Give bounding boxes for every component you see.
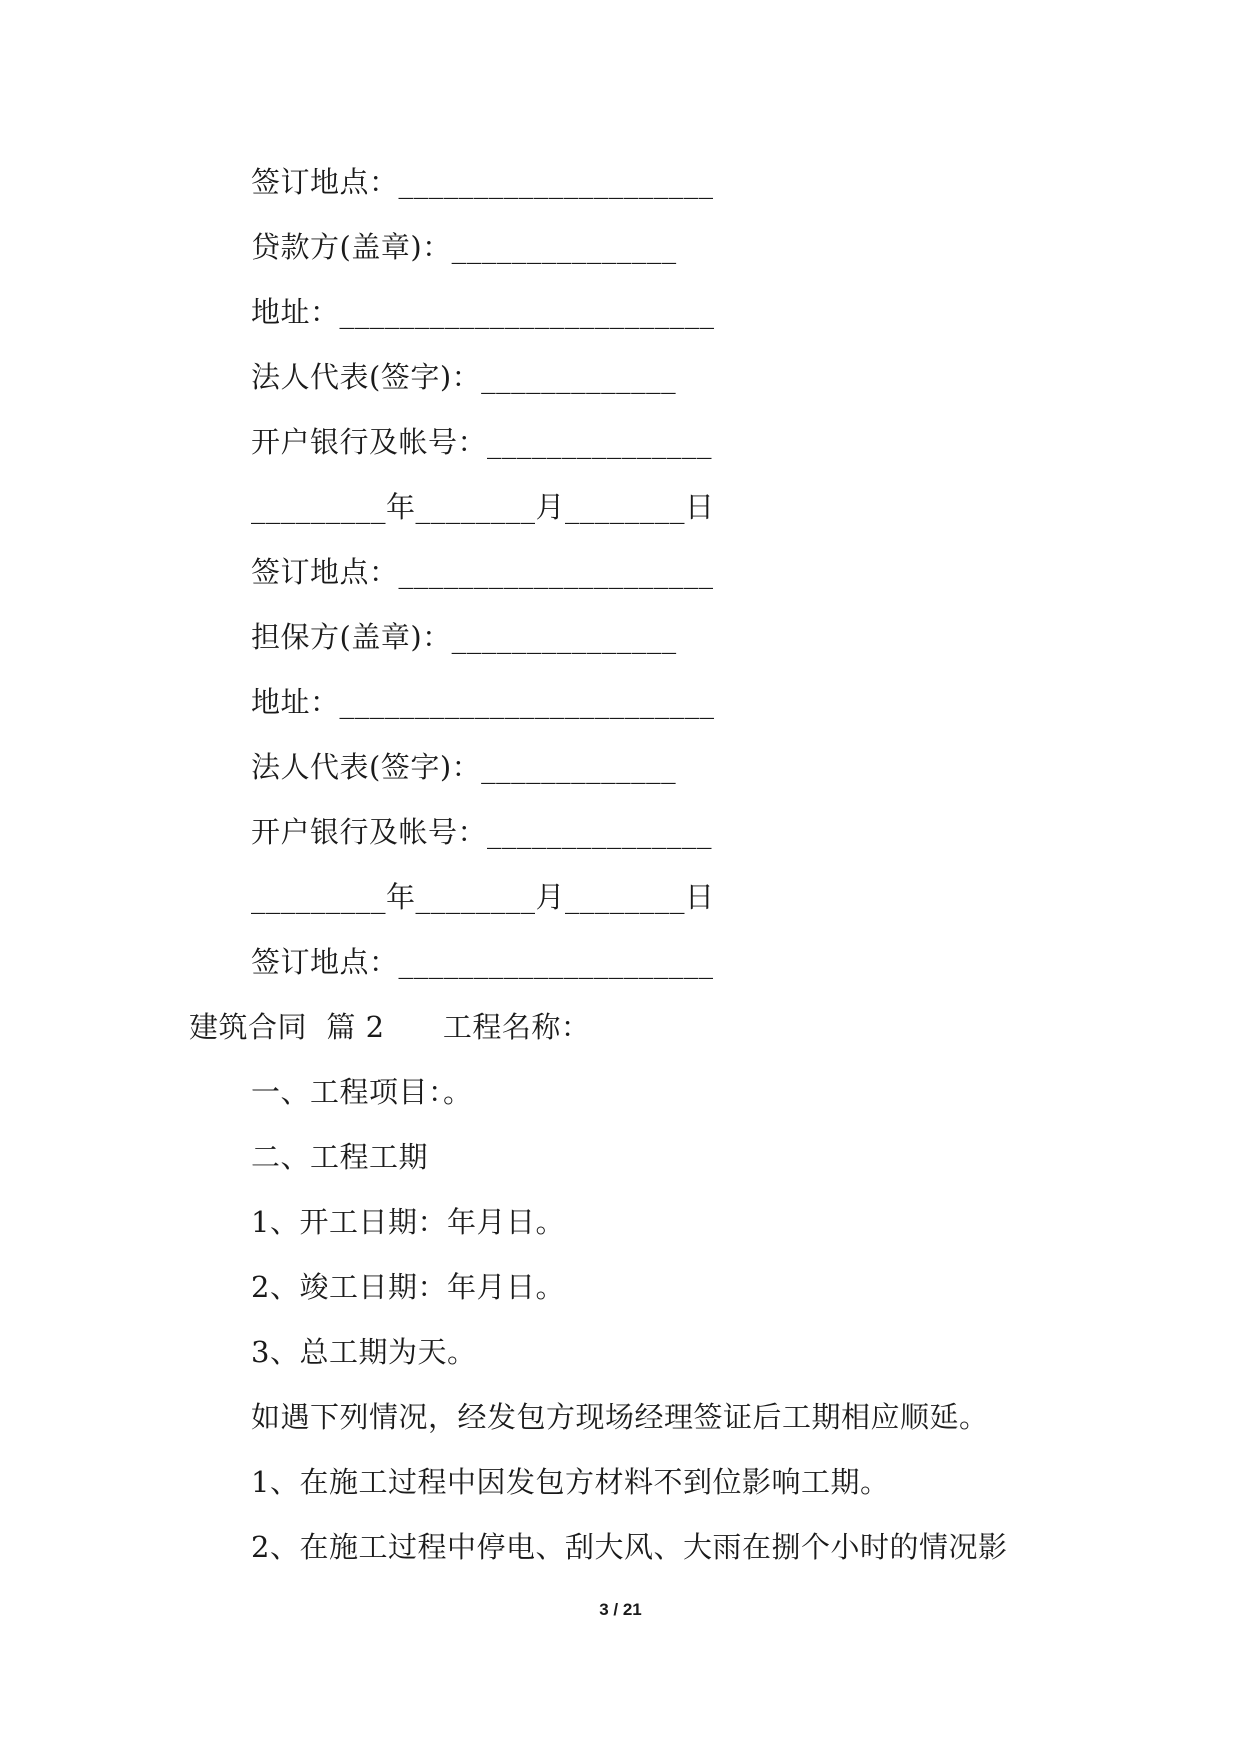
bank-account-line: 开户银行及帐号：_______________ [251, 425, 713, 459]
paragraph: 2、竣工日期：年月日。 [251, 1270, 565, 1304]
paragraph: 2、在施工过程中停电、刮大风、大雨在捌个小时的情况影 [251, 1530, 1008, 1564]
signing-place-line: 签订地点：_____________________ [251, 945, 714, 979]
paragraph: 1、开工日期：年月日。 [251, 1205, 565, 1239]
address-line: 地址：_________________________ [251, 685, 715, 719]
paragraph: 如遇下列情况，经发包方现场经理签证后工期相应顺延。 [251, 1400, 989, 1434]
signing-place-line: 签订地点：_____________________ [251, 555, 714, 589]
page-number: 3 / 21 [599, 1600, 642, 1619]
date-line: _________年________月________日 [251, 490, 715, 524]
bank-account-line: 开户银行及帐号：_______________ [251, 815, 713, 849]
paragraph: 3、总工期为天。 [251, 1335, 477, 1369]
address-line: 地址：_________________________ [251, 295, 715, 329]
legal-rep-signature-line: 法人代表(签字)：_____________ [251, 360, 677, 394]
legal-rep-signature-line: 法人代表(签字)：_____________ [251, 750, 677, 784]
date-line: _________年________月________日 [251, 880, 715, 914]
lender-seal-line: 贷款方(盖章)：_______________ [251, 230, 677, 264]
guarantor-seal-line: 担保方(盖章)：_______________ [251, 620, 677, 654]
paragraph: 1、在施工过程中因发包方材料不到位影响工期。 [251, 1465, 890, 1499]
signing-place-line: 签订地点：_____________________ [251, 165, 714, 199]
paragraph: 一、工程项目：。 [251, 1075, 473, 1109]
section-heading: 建筑合同 篇 2 工程名称： [189, 1010, 591, 1044]
paragraph: 二、工程工期 [251, 1140, 429, 1174]
